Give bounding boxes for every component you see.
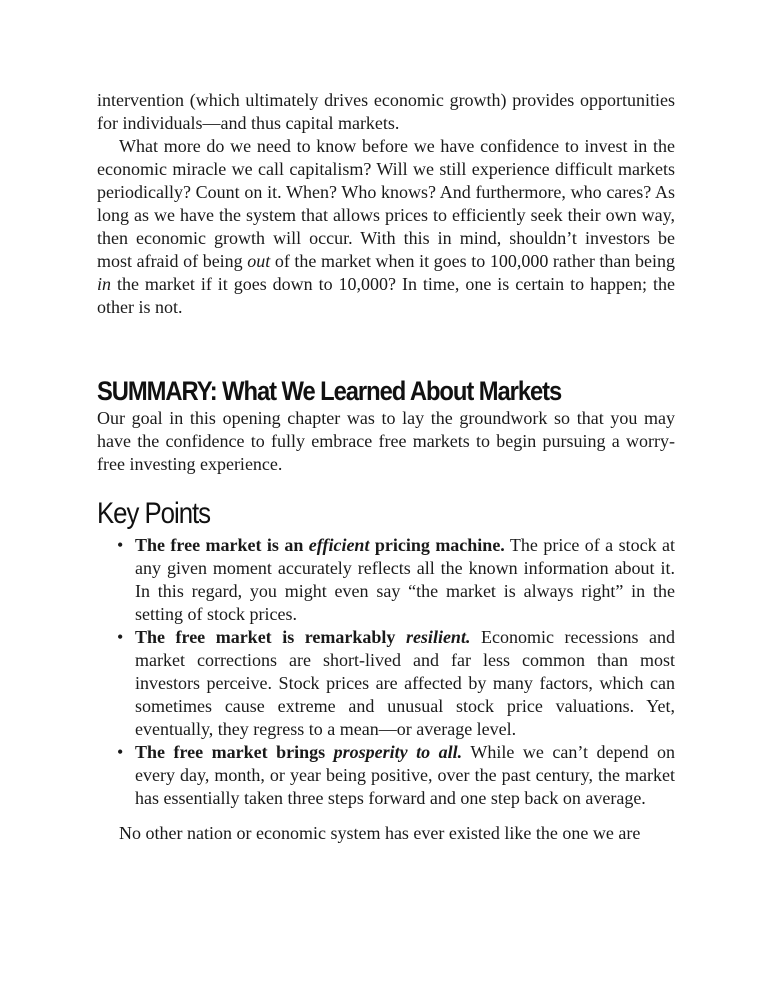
bullet-text: The price of a stock at any given moment accurately reflects all the known information about it. In this regard, you might even say “the market is always right” in the setting of stock prices.: [135, 535, 675, 624]
list-item: [117, 534, 675, 626]
bullet-text: While we can’t depend on every day, month, or year being positive, over the past century, the market has essentially taken three steps forward and one step back on average.: [135, 742, 675, 808]
bullet-text: Economic recessions and market corrections are short-lived and far less common than most investors perceive. Stock prices are affected by many factors, which can sometimes cause extreme and unusual stock price valuations. Yet, eventually, they regress to a mean—or average level.: [135, 627, 675, 739]
list-item: [117, 741, 675, 810]
paragraph-closing: No other nation or economic system has ever existed like the one we are: [119, 823, 641, 843]
key-points-heading: Key Points: [97, 497, 211, 530]
bullet-marker: •: [117, 742, 124, 762]
bullet-marker: •: [117, 627, 124, 647]
list-item: [117, 626, 675, 741]
bullet-lead: The free market is an efficient pricing machine.: [135, 535, 505, 555]
paragraph-text: the market if it goes down to 10,000? In time, one is certain to happen; the other is not.: [97, 274, 675, 317]
emphasis-in: in: [97, 274, 112, 294]
paragraph-text: of the market when it goes to 100,000 rather than being: [270, 251, 675, 271]
bullet-marker: •: [117, 535, 124, 555]
paragraph-text: What more do we need to know before we have confidence to invest in the economic miracle we call capitalism? Will we still experience difficult markets periodically? Count on it. When? Who knows? And furthermore, who cares? As long as we have the system that allows prices to efficiently seek their own way, then economic growth will occur. With this in mind, shouldn’t investors be most afraid of being: [97, 136, 675, 271]
bullet-lead: The free market brings prosperity to all.: [135, 742, 463, 762]
paragraph-confidence: [97, 135, 675, 319]
emphasis-out: out: [247, 251, 271, 271]
key-points-list: [97, 534, 675, 810]
summary-paragraph: Our goal in this opening chapter was to lay the groundwork so that you may have the confidence to fully embrace free markets to begin pursuing a worry-free investing experience.: [97, 408, 675, 474]
summary-heading: SUMMARY: What We Learned About Markets: [97, 376, 562, 406]
bullet-lead: The free market is remarkably resilient.: [135, 627, 471, 647]
paragraph-intervention: intervention (which ultimately drives economic growth) provides opportunities for individuals—and thus capital markets.: [97, 90, 675, 133]
